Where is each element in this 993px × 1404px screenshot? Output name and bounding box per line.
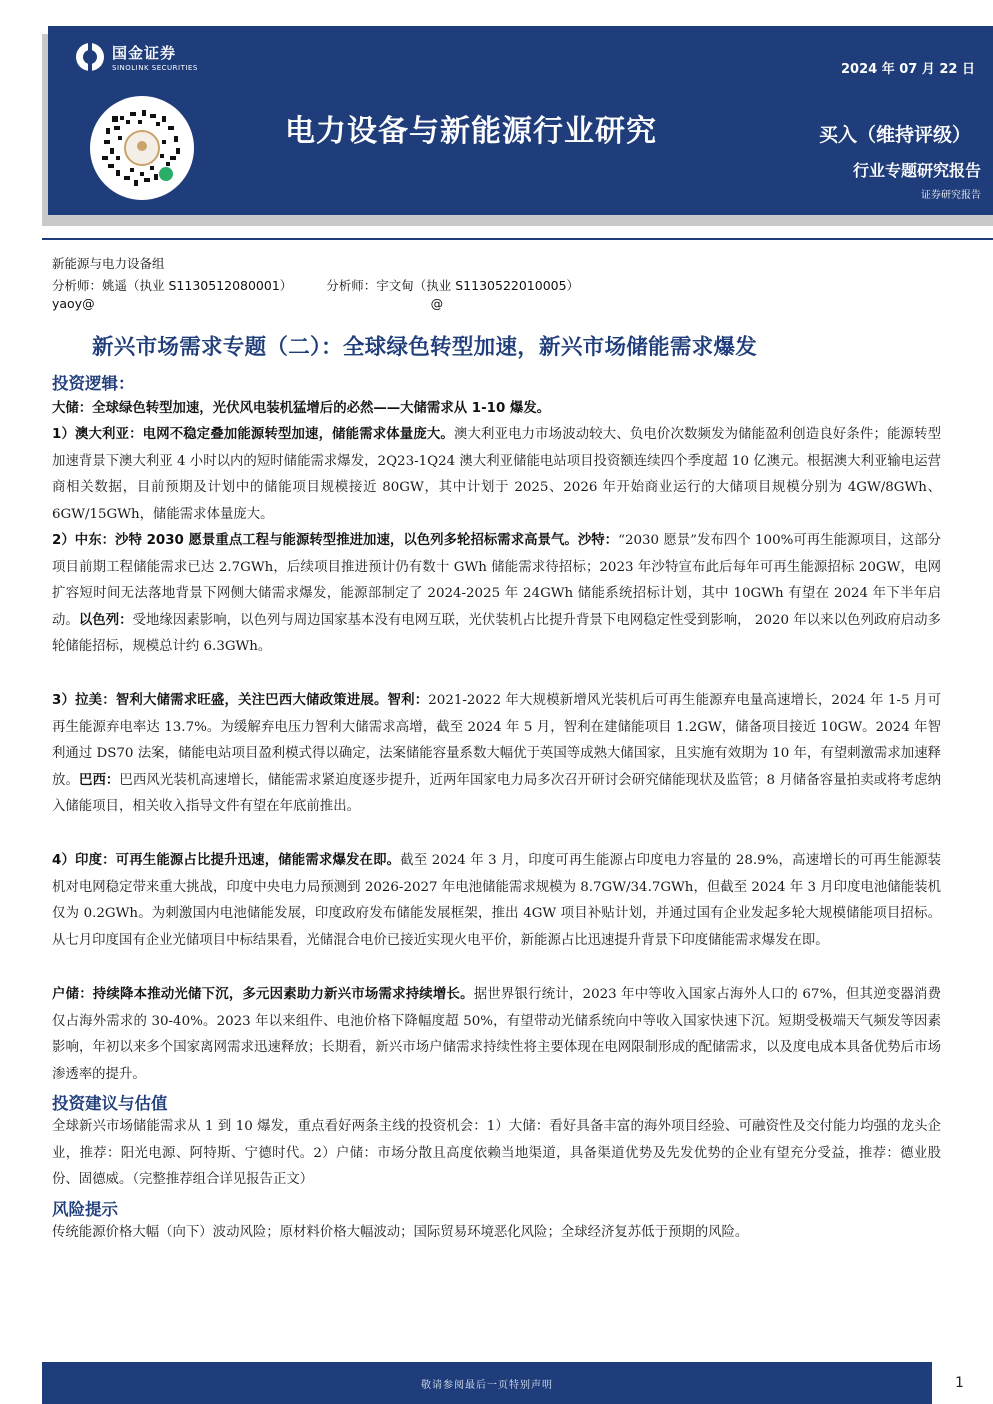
report-header — [48, 26, 993, 215]
section-risk: 风险提示 — [52, 1200, 118, 1219]
section-investment-logic: 投资逻辑： — [52, 374, 135, 393]
paragraph-india-heading: 4）印度：可再生能源占比提升迅速，储能需求爆发在即。 — [52, 853, 401, 868]
paragraph-home-storage-heading: 户储：持续降本推动光储下沉，多元因素助力新兴市场需求持续增长。 — [52, 987, 474, 1002]
paragraph-india-body: 截至 2024 年 3 月，印度可再生能源占印度电力容量的 28.9%，高速增长的可再生能源装机对电网稳定带来重大挑战，印度中央电力局预测到 2026-2027 年电池储能需求规模为 8.7GW/34.7GWh，但截至 2024 年 3 月印度电池储能装机仅为 0.2GWh。为刺激国内电池储能发展，印度政府发布储能发展框架，推出 4GW 项目补贴计划，并通过国有企业发起多轮大规模储能项目招标。从七月印度国有企业光储项目中标结果看，光储混合电价已接近实现火电平价，新能源占比迅速提升背景下印度储能需求爆发在即。 — [52, 853, 941, 948]
disclaimer-note: 敬请参阅最后一页特别声明 — [421, 1380, 553, 1391]
paragraph-middle-east-body-2: 受地缘因素影响，以色列与周边国家基本没有电网互联，光伏装机占比提升背景下电网稳定性受到影响， 2020 年以来以色列政府启动多轮储能招标，规模总计约 6.3GWh。 — [52, 612, 942, 655]
brand-logo-icon — [76, 43, 104, 71]
paragraph-middle-east — [52, 528, 941, 661]
analyst-1: 分析师：姚遥（执业 S1130512080001） — [52, 278, 293, 293]
team-name: 新能源与电力设备组 — [52, 256, 165, 271]
paragraph-latam — [52, 688, 941, 821]
section-investment-advice: 投资建议与估值 — [52, 1094, 168, 1113]
report-category: 证券研究报告 — [921, 190, 981, 201]
report-headline: 新兴市场需求专题（二）：全球绿色转型加速，新兴市场储能需求爆发 — [92, 335, 758, 360]
brand-logo — [76, 42, 198, 72]
paragraph-large-storage — [52, 396, 941, 423]
analyst-line — [52, 276, 579, 294]
paragraph-middle-east-heading: 2）中东：沙特 2030 愿景重点工程与能源转型推进加速，以色列多轮招标需求高景气。沙特： — [52, 533, 619, 548]
email-line — [52, 296, 443, 311]
paragraph-australia-heading: 1）澳大利亚：电网不稳定叠加能源转型加速，储能需求体量庞大。 — [52, 427, 454, 442]
paragraph-latam-heading: 3）拉美：智利大储需求旺盛，关注巴西大储政策进展。智利： — [52, 693, 429, 708]
paragraph-advice: 全球新兴市场储能需求从 1 到 10 爆发，重点看好两条主线的投资机会：1）大储：看好具备丰富的海外项目经验、可融资性及交付能力均强的龙头企业，推荐：阳光电源、阿特斯、宁德时代。2）户储：市场分散且高度依赖当地渠道，具备渠道优势及先发优势的企业有望充分受益，推荐：德业股份、固德威。（完整推荐组合详见报告正文） — [52, 1119, 941, 1188]
rating-label: 买入（维持评级） — [818, 124, 971, 146]
paragraph-latam-body-1: 2021-2022 年大规模新增风光装机后可再生能源弃电量高速增长，2024 年 1-5 月可再生能源弃电率达 13.7%。为缓解弃电压力智利大储需求高增，截至 2024 年 5 月，智利在建储能项目 1.2GW，储备项目接近 10GW。2024 年智利通过 DS70 法案，储能电站项目盈利模式得以确定，法案储能容量系数大幅优于英国等成熟大储国家，且实施有效期为 10 年，有望刺激需求加速释放。 — [52, 693, 941, 788]
paragraph-brazil-heading: 巴西： — [78, 772, 120, 788]
paragraph-australia-body: 澳大利亚电力市场波动较大、负电价次数频发为储能盈利创造良好条件；能源转型加速背景下澳大利亚 4 小时以内的短时储能需求爆发，2Q23-1Q24 澳大利亚储能电站项目投资额连续四个季度超 10 亿澳元。根据澳大利亚输电运营商相关数据，目前预期及计划中的储能项目规模接近 80GW，其中计划于 2025、2026 年开始商业运行的大储项目规模分别为 4GW/8GWh、6GW/15GWh，储能需求体量庞大。 — [52, 427, 941, 522]
paragraph-latam-body-2: 巴西风光装机高速增长，储能需求紧迫度逐步提升，近两年国家电力局多次召开研讨会研究储能现状及监管；8 月储备容量拍卖或将考虑纳入储能项目，相关收入指导文件有望在年底前推出。 — [52, 772, 942, 815]
analyst-1-email: yaoy@ — [52, 296, 95, 311]
header-divider — [42, 238, 993, 240]
paragraph-risk: 传统能源价格大幅（向下）波动风险；原材料价格大幅波动；国际贸易环境恶化风险；全球经济复苏低于预期的风险。 — [52, 1225, 749, 1240]
qr-center-logo-icon — [124, 130, 160, 166]
paragraph-israel-heading: 以色列： — [78, 612, 133, 628]
paragraph-large-storage-heading: 大储：全球绿色转型加速，光伏风电装机猛增后的必然——大储需求从 1-10 爆发。 — [52, 401, 551, 416]
paragraph-home-storage — [52, 982, 941, 1088]
qr-code-icon — [90, 96, 194, 200]
page-footer — [42, 1362, 932, 1404]
paragraph-home-storage-body: 据世界银行统计，2023 年中等收入国家占海外人口的 67%，但其逆变器消费仅占海外需求的 30-40%。2023 年以来组件、电池价格下降幅度超 50%，有望带动光储系统向中等收入国家快速下沉。短期受极端天气频发等因素影响，年初以来多个国家离网需求迅速释放；长期看，新兴市场户储需求持续性将主要体现在电网限制形成的配储需求，以及度电成本具备优势后市场渗透率的提升。 — [52, 987, 942, 1082]
brand-name-cn: 国金证券 — [112, 44, 177, 62]
report-type: 行业专题研究报告 — [852, 161, 981, 180]
page-number: 1 — [955, 1375, 964, 1391]
paragraph-india — [52, 848, 941, 954]
analyst-2-email: @ — [430, 296, 444, 311]
paragraph-middle-east-body-1: “2030 愿景”发布四个 100%可再生能源项目，这部分项目前期工程储能需求已达 2.7GWh，后续项目推进预计仍有数十 GWh 储能需求待招标；2023 年沙特宣布此后每年可再生能源招标 20GW，电网扩容短时间无法落地背景下网侧大储需求爆发，能源部制定了 2024-2025 年 24GWh 储能系统招标计划，其中 10GWh 有望在 2024 年下半年启动。 — [52, 533, 941, 628]
paragraph-australia — [52, 422, 941, 528]
report-date: 2024 年 07 月 22 日 — [841, 62, 975, 77]
brand-name-en: SINOLINK SECURITIES — [112, 64, 198, 72]
analyst-2: 分析师：宇文甸（执业 S1130522010005） — [326, 278, 580, 293]
report-title: 电力设备与新能源行业研究 — [285, 114, 657, 149]
